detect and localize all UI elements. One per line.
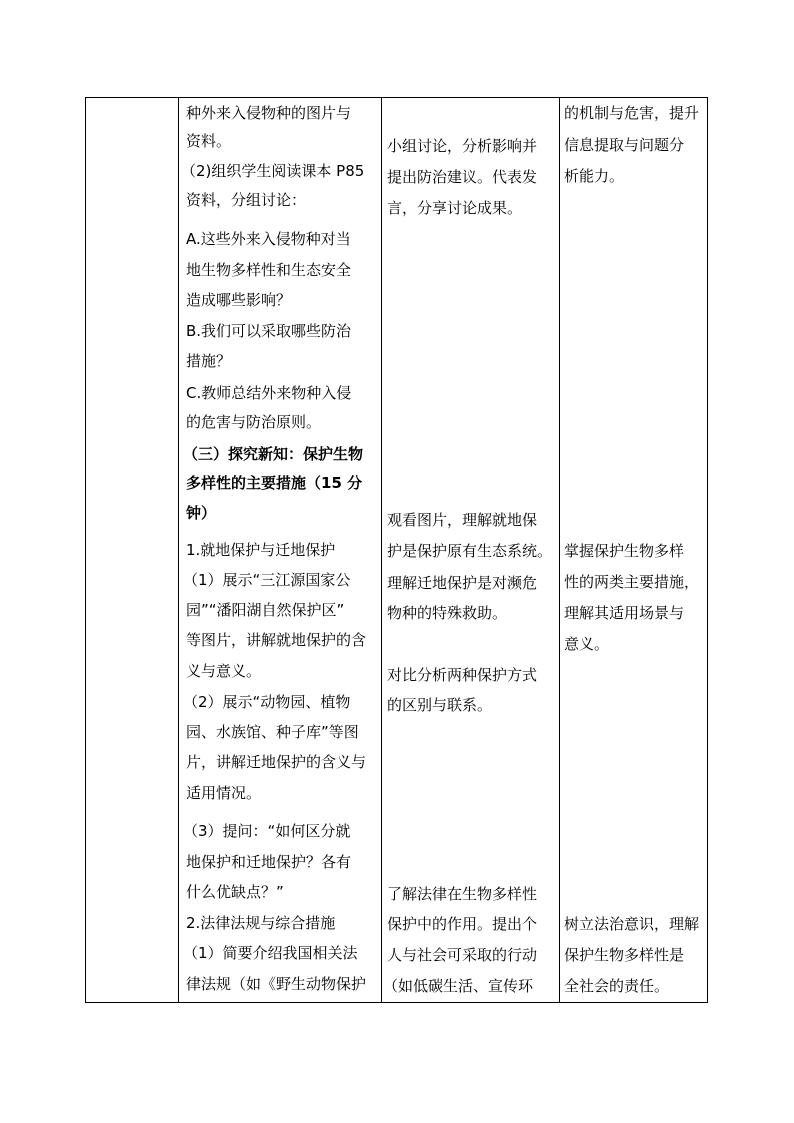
text-line: 2.法律法规与综合措施 [186,914,336,932]
text-line: 提出防治建议。代表发 [387,168,538,186]
text-line: 义与意义。 [186,662,262,680]
section-heading: 钟） [186,504,217,522]
text-line: 析能力。 [564,167,625,185]
text-line: 小组讨论，分析影响并 [387,137,538,155]
table-cell-blank [86,98,178,1002]
text-line: 什么优缺点？” [186,883,284,901]
teacher-activity-cell [179,98,381,1002]
section-heading: 多样性的主要措施（15 分 [186,474,363,492]
text-line: 掌握保护生物多样 [564,542,685,560]
text-line: B.我们可以采取哪些防治 [186,322,352,340]
design-intent-cell [560,98,707,1002]
text-line: A.这些外来入侵物种对当 [186,230,351,248]
text-line: （3）提问：“如何区分就 [183,822,351,840]
text-line: 的机制与危害，提升 [564,104,700,122]
text-line: 地保护和迁地保护？各有 [186,853,352,871]
text-line: 造成哪些影响？ [186,291,292,309]
text-line: 物种的特殊救助。 [387,604,508,622]
text-line: 律法规（如《野生动物保护 [186,975,367,993]
text-line: 人与社会可采取的行动 [387,946,538,964]
text-line: 理解其适用场景与 [564,604,685,622]
section-heading: （三）探究新知：保护生物 [183,445,364,463]
lesson-plan-table [85,97,708,1003]
text-line: 护是保护原有生态系统。 [387,542,553,560]
text-line: 的危害与防治原则。 [186,413,322,431]
text-line: 意义。 [564,635,610,653]
text-line: 园、水族馆、种子库”等图 [186,723,359,741]
text-line: （2)组织学生阅读课本 P85 [181,162,365,180]
text-line: 等图片，讲解就地保护的含 [186,631,367,649]
text-line: 资料。 [186,132,232,150]
text-line: 理解迁地保护是对濒危 [387,574,538,592]
text-line: （1）简要介绍我国相关法 [183,944,358,962]
text-line: 观看图片，理解就地保 [387,511,538,529]
text-line: 1.就地保护与迁地保护 [186,541,336,559]
text-line: 资料，分组讨论： [186,191,307,209]
text-line: 信息提取与问题分 [564,136,685,154]
text-line: 言，分享讨论成果。 [387,199,523,217]
text-line: （1）展示“三江源国家公 [183,571,351,589]
text-line: 的区别与联系。 [387,696,493,714]
text-line: （如低碳生活、宣传环 [383,977,534,995]
student-activity-cell [382,98,559,1002]
text-line: 地生物多样性和生态安全 [186,261,352,279]
text-line: 片，讲解迁地保护的含义与 [186,753,367,771]
text-line: 树立法治意识，理解 [564,915,700,933]
text-line: 了解法律在生物多样性 [387,885,538,903]
text-line: C.教师总结外来物种入侵 [186,384,352,402]
text-line: 适用情况。 [186,784,262,802]
text-line: （2）展示“动物园、植物 [183,693,351,711]
text-line: 保护中的作用。提出个 [387,915,538,933]
text-line: 全社会的责任。 [564,977,670,995]
text-line: 措施？ [186,352,232,370]
text-line: 保护生物多样性是 [564,946,685,964]
text-line: 性的两类主要措施， [564,573,700,591]
text-line: 对比分析两种保护方式 [387,666,538,684]
text-line: 种外来入侵物种的图片与 [186,104,352,122]
text-line: 园”“潘阳湖自然保护区” [186,601,345,619]
